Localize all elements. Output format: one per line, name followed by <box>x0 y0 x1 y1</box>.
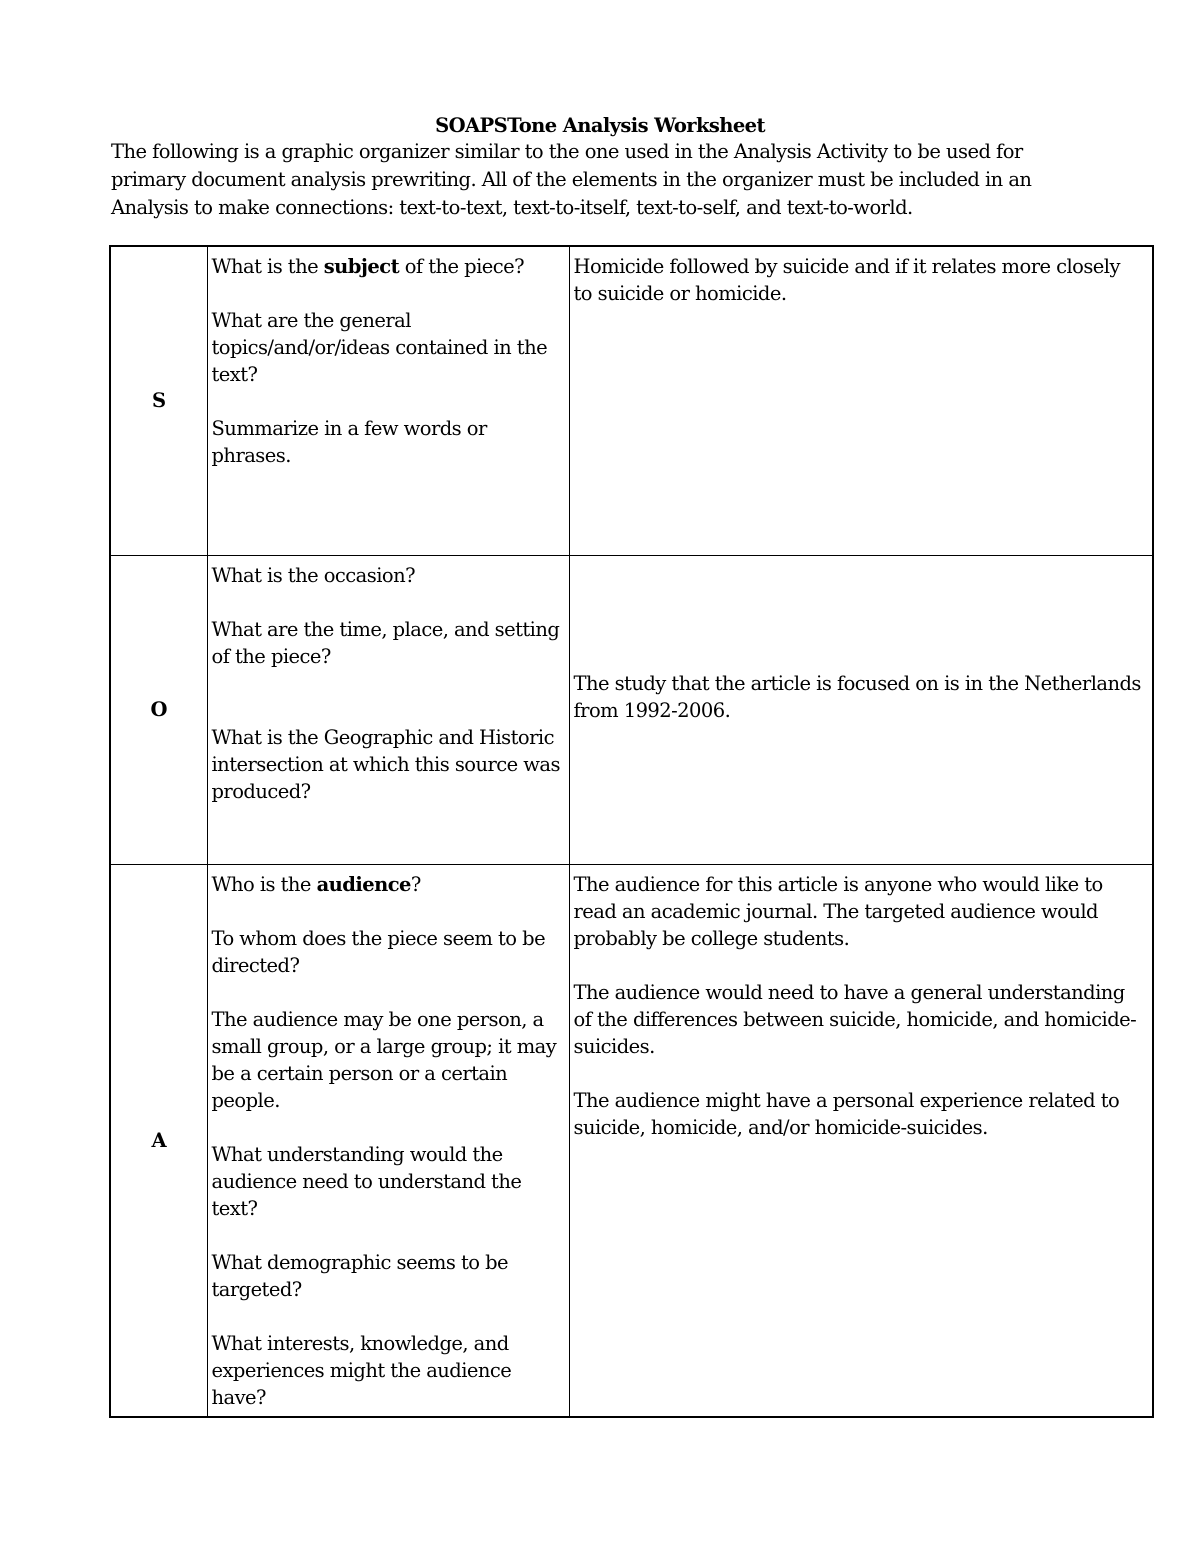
soapstone-table <box>109 245 1154 1418</box>
prompt-cell-occasion <box>207 555 569 864</box>
prompt-question: What understanding would the audience need to understand the text? <box>211 1142 522 1220</box>
page-title: SOAPSTone Analysis Worksheet <box>435 114 765 137</box>
answer-cell-audience <box>569 864 1153 1417</box>
letter-cell-s: S <box>110 246 207 555</box>
answer-text: The audience might have a personal experience related to suicide, homicide, and/or homicide-suicides. <box>573 1088 1120 1139</box>
answer-text: The study that the article is focused on is in the Netherlands from 1992-2006. <box>573 671 1141 722</box>
prompt-question: The audience may be one person, a small group, or a large group; it may be a certain person or a certain people. <box>211 1007 557 1112</box>
prompt-question: What are the time, place, and setting of the piece? <box>211 617 560 668</box>
prompt-question: Summarize in a few words or phrases. <box>211 417 487 467</box>
answer-text: Homicide followed by suicide and if it relates more closely to suicide or homicide. <box>573 255 1120 305</box>
letter-cell-a: A <box>110 864 207 1417</box>
answer-cell-occasion <box>569 555 1153 864</box>
prompt-cell-audience <box>207 864 569 1417</box>
prompt-question: What are the general topics/and/or/ideas contained in the text? <box>211 309 548 386</box>
answer-text: The audience for this article is anyone who would like to read an academic journal. The targeted audience would probably be college students. <box>573 872 1103 950</box>
answer-text: The audience would need to have a general understanding of the differences between suicide, homicide, and homicide- suicides. <box>573 980 1137 1058</box>
letter-cell-o: O <box>110 555 207 864</box>
table-row-subject <box>110 246 1153 555</box>
prompt-question: What is the occasion? <box>211 563 415 587</box>
prompt-question: What demographic seems to be targeted? <box>211 1250 509 1301</box>
intro-line: primary document analysis prewriting. All of the elements in the organizer must be included in an <box>111 168 1032 191</box>
table-row-occasion <box>110 555 1153 864</box>
prompt-question: Who is the audience? <box>211 872 421 896</box>
prompt-cell-subject <box>207 246 569 555</box>
table-row-audience <box>110 864 1153 1417</box>
answer-cell-subject <box>569 246 1153 555</box>
intro-line: Analysis to make connections: text-to-text, text-to-itself, text-to-self, and text-to-world. <box>111 196 913 219</box>
prompt-question: What is the Geographic and Historic intersection at which this source was produced? <box>211 725 560 803</box>
prompt-question: What is the subject of the piece? <box>211 255 525 278</box>
prompt-question: To whom does the piece seem to be directed? <box>211 926 546 977</box>
intro-paragraph <box>111 138 1111 222</box>
intro-line: The following is a graphic organizer similar to the one used in the Analysis Activity to be used for <box>111 140 1023 163</box>
prompt-question: What interests, knowledge, and experiences might the audience have? <box>211 1331 512 1409</box>
